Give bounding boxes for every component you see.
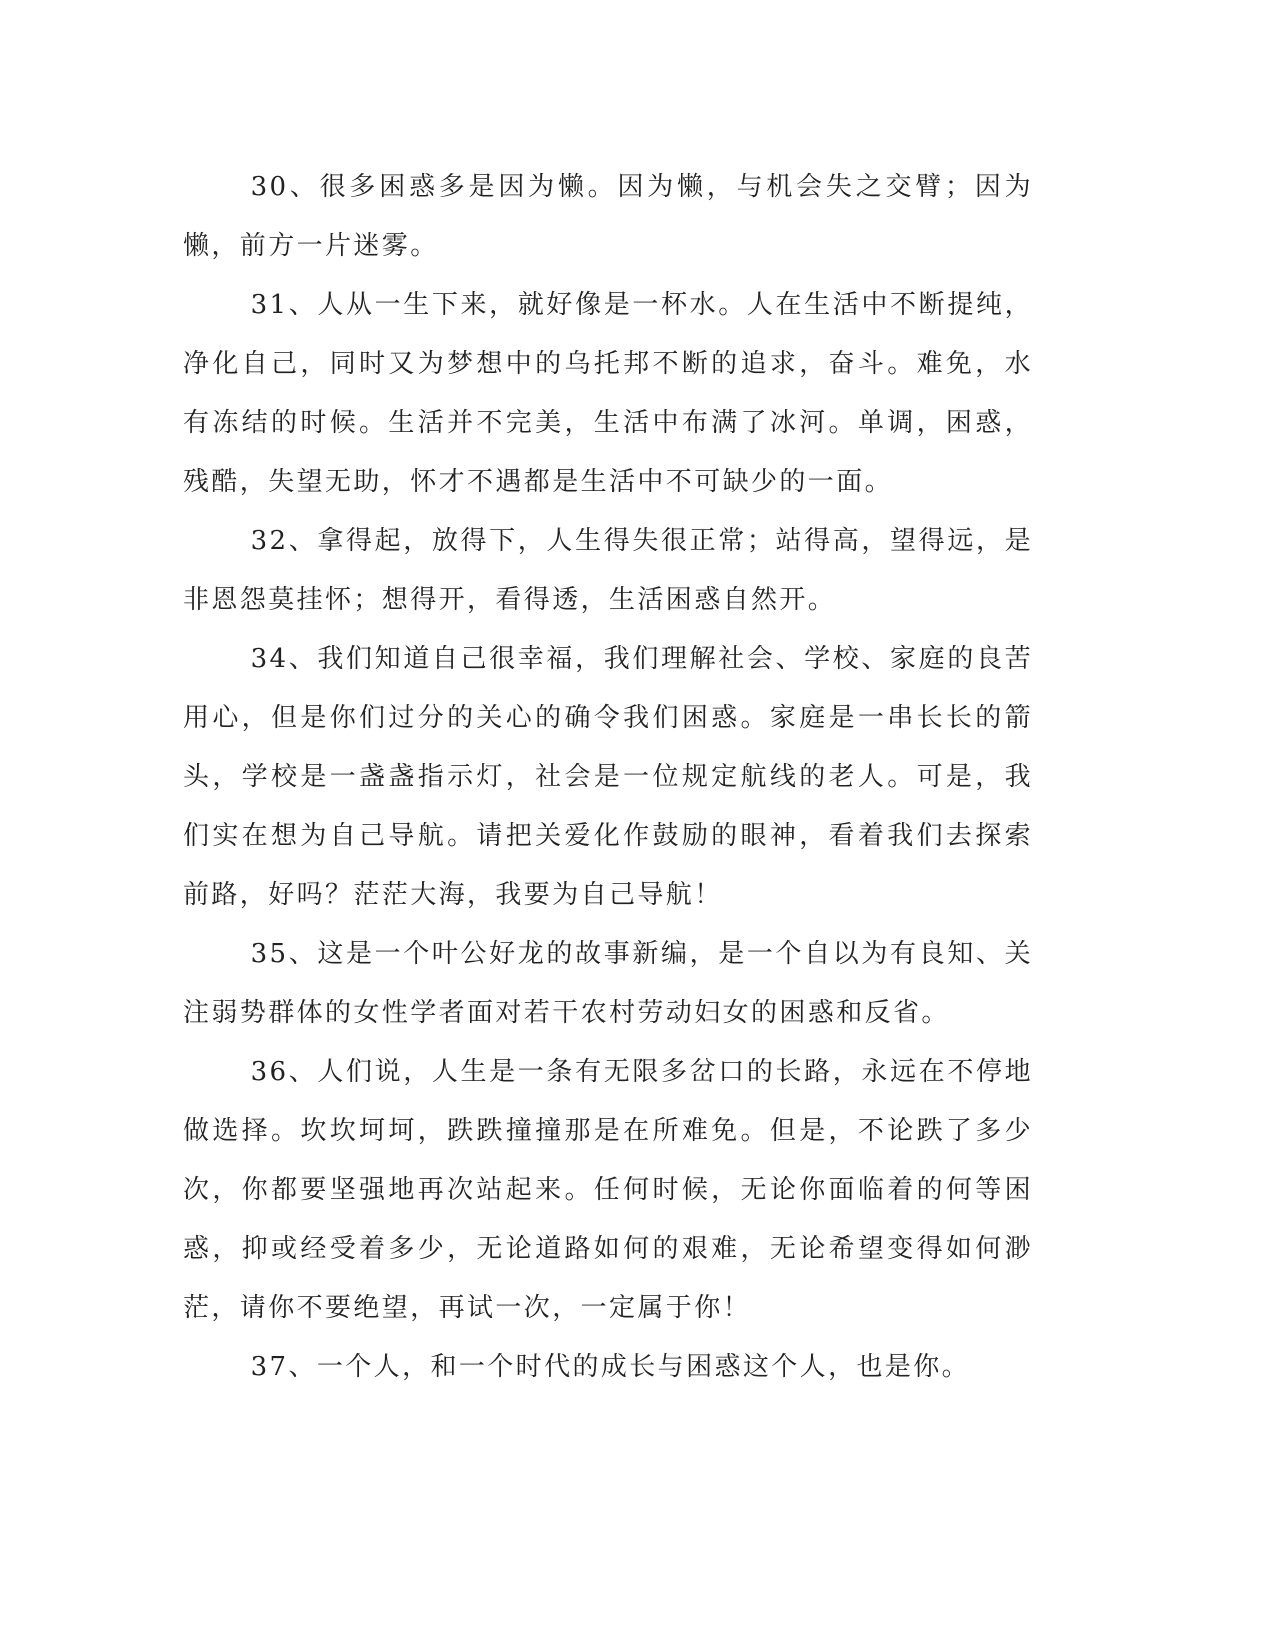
paragraph-36: 36、人们说，人生是一条有无限多岔口的长路，永远在不停地做选择。坎坎坷坷，跌跌撞撞那是在所难免。但是，不论跌了多少次，你都要坚强地再次站起来。任何时候，无论你面临着的何等困惑，抑或经受着多少，无论道路如何的艰难，无论希望变得如何渺茫，请你不要绝望，再试一次，一定属于你！ [183, 1057, 1033, 1323]
paragraph-37: 37、一个人，和一个时代的成长与困惑这个人，也是你。 [250, 1352, 971, 1382]
paragraph-31: 31、人从一生下来，就好像是一杯水。人在生活中不断提纯，净化自己，同时又为梦想中的乌托邦不断的追求，奋斗。难免，水有冻结的时候。生活并不完美，生活中布满了冰河。单调，困惑，残酷，失望无助，怀才不遇都是生活中不可缺少的一面。 [183, 290, 1033, 497]
paragraph-35: 35、这是一个叶公好龙的故事新编，是一个自以为有良知、关注弱势群体的女性学者面对若干农村劳动妇女的困惑和反省。 [183, 939, 1033, 1028]
paragraph-34: 34、我们知道自己很幸福，我们理解社会、学校、家庭的良苦用心，但是你们过分的关心的确令我们困惑。家庭是一串长长的箭头，学校是一盏盏指示灯，社会是一位规定航线的老人。可是，我们实在想为自己导航。请把关爱化作鼓励的眼神，看着我们去探索前路，好吗？茫茫大海，我要为自己导航！ [183, 644, 1033, 910]
document-body [183, 158, 1033, 1397]
paragraph-30: 30、很多困惑多是因为懒。因为懒，与机会失之交臂；因为懒，前方一片迷雾。 [183, 172, 1033, 261]
paragraph-32: 32、拿得起，放得下，人生得失很正常；站得高，望得远，是非恩怨莫挂怀；想得开，看得透，生活困惑自然开。 [183, 526, 1033, 615]
